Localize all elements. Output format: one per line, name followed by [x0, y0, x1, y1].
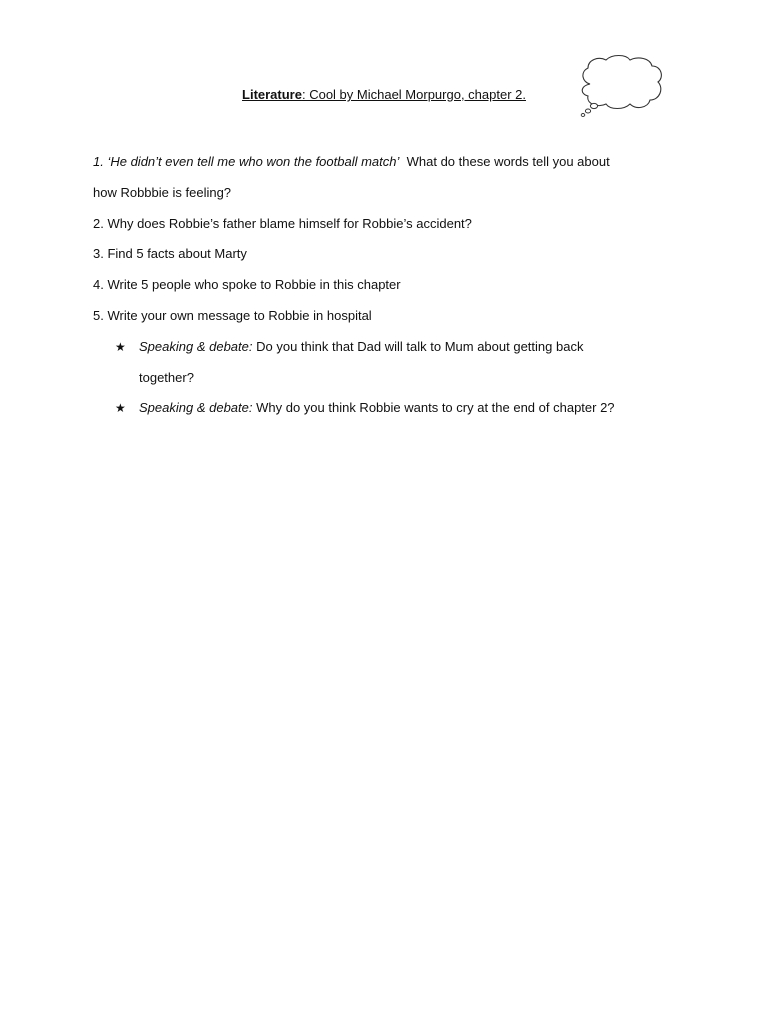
- title-book: : Cool by Michael Morpurgo, chapter 2.: [301, 87, 526, 102]
- thought-cloud-icon: [576, 54, 664, 120]
- debate-text-continuation: together?: [139, 369, 194, 385]
- debate-bullet-1: [93, 332, 673, 363]
- question-list: [93, 147, 673, 424]
- title-subject: Literature: [242, 87, 302, 102]
- question-1-text: What do these words tell you about: [406, 154, 610, 169]
- question-3: 3. Find 5 facts about Marty: [93, 246, 247, 262]
- question-4: 4. Write 5 people who spoke to Robbie in this chapter: [93, 277, 401, 293]
- question-5: 5. Write your own message to Robbie in hospital: [93, 307, 372, 323]
- question-2: 2. Why does Robbie’s father blame himself for Robbie’s accident?: [93, 215, 472, 231]
- debate-text: Do you think that Dad will talk to Mum about getting back: [256, 338, 584, 354]
- debate-bullet-1-continuation: [93, 363, 673, 394]
- debate-text: Why do you think Robbie wants to cry at the end of chapter 2?: [256, 400, 615, 416]
- star-icon: ★: [115, 401, 126, 416]
- debate-bullet-2: [93, 393, 673, 424]
- debate-label: Speaking & debate:: [139, 400, 253, 416]
- question-1: [93, 147, 673, 178]
- question-1-continuation: how Robbbie is feeling?: [93, 184, 232, 200]
- debate-label: Speaking & debate:: [139, 338, 253, 354]
- question-1-quote: 1. ‘He didn’t even tell me who won the football match’: [93, 154, 400, 169]
- star-icon: ★: [115, 339, 126, 354]
